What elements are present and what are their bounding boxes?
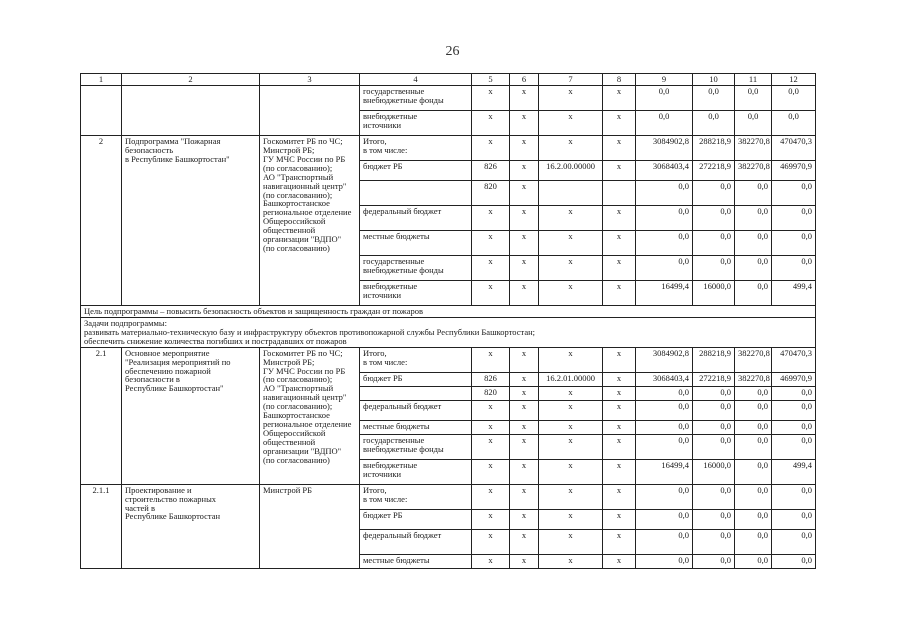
- value-cell: 0,0: [693, 181, 735, 206]
- value-cell: 0,0: [636, 86, 693, 111]
- code-cell: x: [603, 420, 636, 434]
- value-cell: 469970,9: [772, 161, 816, 181]
- code-cell: x: [510, 459, 539, 484]
- value-cell: 0,0: [636, 386, 693, 400]
- source-cell: федеральный бюджет: [360, 206, 472, 231]
- value-cell: 0,0: [693, 111, 735, 136]
- code-cell: x: [510, 281, 539, 306]
- value-cell: 0,0: [772, 400, 816, 420]
- source-cell: федеральный бюджет: [360, 400, 472, 420]
- code-cell: x: [603, 281, 636, 306]
- code-cell: x: [539, 136, 603, 161]
- num-cell: 2.1: [81, 347, 122, 484]
- code-cell: x: [472, 256, 510, 281]
- value-cell: 469970,9: [772, 372, 816, 386]
- column-number: 10: [693, 74, 735, 86]
- value-cell: 499,4: [772, 459, 816, 484]
- source-cell: местные бюджеты: [360, 231, 472, 256]
- column-number: 1: [81, 74, 122, 86]
- code-cell: 826: [472, 161, 510, 181]
- code-cell: x: [603, 529, 636, 554]
- value-cell: 0,0: [693, 509, 735, 529]
- code-cell: x: [603, 136, 636, 161]
- value-cell: 499,4: [772, 281, 816, 306]
- code-cell: x: [510, 347, 539, 372]
- executors-cell: Госкомитет РБ по ЧС; Минстрой РБ; ГУ МЧС России по РБ (по согласованию); АО "Транспортный навигационный центр" (по согласованию); Башкортостанское региональное отделение Общероссийской общественной организации "ВДПО" (по согласованию): [260, 136, 360, 306]
- value-cell: 0,0: [772, 111, 816, 136]
- value-cell: 0,0: [772, 484, 816, 509]
- value-cell: 0,0: [735, 111, 772, 136]
- value-cell: 0,0: [772, 206, 816, 231]
- code-cell: x: [539, 206, 603, 231]
- value-cell: 0,0: [693, 434, 735, 459]
- code-cell: x: [603, 509, 636, 529]
- value-cell: 0,0: [636, 509, 693, 529]
- code-cell: x: [510, 484, 539, 509]
- value-cell: 0,0: [772, 529, 816, 554]
- source-cell: Итого, в том числе:: [360, 347, 472, 372]
- tasks-row: [81, 317, 816, 347]
- code-cell: [603, 181, 636, 206]
- value-cell: 16000,0: [693, 459, 735, 484]
- task-item: обеспечить снижение количества погибших и пострадавших от пожаров: [84, 335, 347, 346]
- code-cell: 820: [472, 386, 510, 400]
- code-cell: x: [510, 386, 539, 400]
- code-cell: x: [472, 136, 510, 161]
- code-cell: x: [539, 434, 603, 459]
- code-cell: x: [539, 509, 603, 529]
- value-cell: 0,0: [735, 231, 772, 256]
- num-cell: [81, 86, 122, 136]
- task-item: развивать материально-техническую базу и инфраструктуру объектов противопожарной службы Республики Башкортостан;: [84, 326, 536, 337]
- value-cell: 0,0: [735, 400, 772, 420]
- code-cell: x: [603, 256, 636, 281]
- goal-cell: [81, 306, 816, 318]
- code-cell: x: [603, 231, 636, 256]
- value-cell: 0,0: [735, 459, 772, 484]
- value-cell: 3084902,8: [636, 347, 693, 372]
- value-cell: 0,0: [693, 256, 735, 281]
- value-cell: 0,0: [735, 529, 772, 554]
- tasks-title: Задачи подпрограммы:: [84, 317, 168, 328]
- value-cell: 470470,3: [772, 136, 816, 161]
- source-cell: [360, 181, 472, 206]
- value-cell: 382270,8: [735, 347, 772, 372]
- value-cell: 0,0: [772, 386, 816, 400]
- code-cell: 826: [472, 372, 510, 386]
- code-cell: 820: [472, 181, 510, 206]
- code-cell: x: [472, 111, 510, 136]
- value-cell: 16499,4: [636, 281, 693, 306]
- code-cell: x: [539, 386, 603, 400]
- code-cell: x: [472, 347, 510, 372]
- value-cell: 0,0: [772, 554, 816, 568]
- code-cell: x: [510, 206, 539, 231]
- code-cell: x: [472, 459, 510, 484]
- code-cell: x: [603, 161, 636, 181]
- value-cell: 0,0: [735, 434, 772, 459]
- source-cell: внебюджетные источники: [360, 111, 472, 136]
- column-number: 11: [735, 74, 772, 86]
- source-cell: внебюджетные источники: [360, 459, 472, 484]
- value-cell: 3068403,4: [636, 161, 693, 181]
- code-cell: x: [539, 347, 603, 372]
- code-cell: x: [603, 86, 636, 111]
- column-number: 3: [260, 74, 360, 86]
- goal-row: [81, 306, 816, 318]
- value-cell: 0,0: [693, 386, 735, 400]
- value-cell: 3084902,8: [636, 136, 693, 161]
- value-cell: 0,0: [636, 181, 693, 206]
- value-cell: 288218,9: [693, 136, 735, 161]
- code-cell: x: [539, 281, 603, 306]
- value-cell: 0,0: [735, 256, 772, 281]
- value-cell: 0,0: [735, 181, 772, 206]
- source-cell: внебюджетные источники: [360, 281, 472, 306]
- code-cell: x: [603, 111, 636, 136]
- name-cell: Проектирование и строительство пожарных частей в Республике Башкортостан: [122, 484, 260, 568]
- value-cell: 0,0: [735, 206, 772, 231]
- name-cell: [122, 86, 260, 136]
- code-cell: x: [510, 181, 539, 206]
- value-cell: 0,0: [693, 484, 735, 509]
- page-number: 26: [445, 44, 460, 59]
- column-number: 4: [360, 74, 472, 86]
- code-cell: x: [472, 231, 510, 256]
- value-cell: 0,0: [735, 420, 772, 434]
- column-number: 5: [472, 74, 510, 86]
- name-cell: Основное мероприятие "Реализация мероприятий по обеспечению пожарной безопасности в Республике Башкортостан": [122, 347, 260, 484]
- code-cell: x: [472, 420, 510, 434]
- table-row: [81, 136, 816, 161]
- source-cell: местные бюджеты: [360, 554, 472, 568]
- code-cell: x: [510, 509, 539, 529]
- column-number: 8: [603, 74, 636, 86]
- code-cell: x: [539, 231, 603, 256]
- column-number: 12: [772, 74, 816, 86]
- value-cell: 0,0: [735, 86, 772, 111]
- value-cell: 0,0: [636, 256, 693, 281]
- value-cell: 0,0: [636, 484, 693, 509]
- code-cell: 16.2.01.00000: [539, 372, 603, 386]
- code-cell: x: [539, 86, 603, 111]
- value-cell: 0,0: [772, 434, 816, 459]
- subprogram-goal: Цель подпрограммы – повысить безопасность объектов и защищенность граждан от пожаров: [84, 306, 424, 316]
- code-cell: x: [510, 434, 539, 459]
- value-cell: 0,0: [735, 281, 772, 306]
- value-cell: 0,0: [693, 529, 735, 554]
- code-cell: x: [510, 400, 539, 420]
- value-cell: 0,0: [735, 386, 772, 400]
- value-cell: 0,0: [772, 420, 816, 434]
- value-cell: 0,0: [772, 181, 816, 206]
- value-cell: 0,0: [636, 434, 693, 459]
- code-cell: x: [472, 434, 510, 459]
- code-cell: x: [603, 459, 636, 484]
- code-cell: x: [539, 554, 603, 568]
- value-cell: 0,0: [772, 231, 816, 256]
- value-cell: 0,0: [636, 400, 693, 420]
- value-cell: 0,0: [772, 509, 816, 529]
- code-cell: x: [510, 231, 539, 256]
- column-number-row: [81, 74, 816, 86]
- code-cell: 16.2.00.00000: [539, 161, 603, 181]
- source-cell: государственные внебюджетные фонды: [360, 86, 472, 111]
- column-number: 6: [510, 74, 539, 86]
- executors-cell: Госкомитет РБ по ЧС; Минстрой РБ; ГУ МЧС России по РБ (по согласованию); АО "Транспортный навигационный центр" (по согласованию); Башкортостанское региональное отделение Общероссийской общественной организации "ВДПО" (по согласованию): [260, 347, 360, 484]
- source-cell: [360, 386, 472, 400]
- table-row: [81, 86, 816, 111]
- code-cell: x: [603, 400, 636, 420]
- value-cell: 0,0: [735, 554, 772, 568]
- column-number: 2: [122, 74, 260, 86]
- source-cell: государственные внебюджетные фонды: [360, 256, 472, 281]
- code-cell: x: [603, 554, 636, 568]
- value-cell: 0,0: [735, 484, 772, 509]
- code-cell: x: [510, 86, 539, 111]
- source-cell: местные бюджеты: [360, 420, 472, 434]
- column-number: 7: [539, 74, 603, 86]
- code-cell: [539, 181, 603, 206]
- value-cell: 0,0: [772, 86, 816, 111]
- code-cell: x: [539, 459, 603, 484]
- value-cell: 0,0: [772, 256, 816, 281]
- code-cell: x: [472, 529, 510, 554]
- num-cell: 2.1.1: [81, 484, 122, 568]
- source-cell: бюджет РБ: [360, 509, 472, 529]
- value-cell: 0,0: [693, 400, 735, 420]
- code-cell: x: [472, 509, 510, 529]
- value-cell: 0,0: [636, 554, 693, 568]
- value-cell: 0,0: [693, 554, 735, 568]
- code-cell: x: [539, 400, 603, 420]
- column-number: 9: [636, 74, 693, 86]
- value-cell: 0,0: [636, 111, 693, 136]
- code-cell: x: [603, 484, 636, 509]
- value-cell: 0,0: [636, 231, 693, 256]
- value-cell: 382270,8: [735, 161, 772, 181]
- tasks-cell: [81, 317, 816, 347]
- value-cell: 0,0: [693, 206, 735, 231]
- value-cell: 0,0: [636, 420, 693, 434]
- code-cell: x: [603, 372, 636, 386]
- value-cell: 0,0: [693, 231, 735, 256]
- code-cell: x: [472, 281, 510, 306]
- value-cell: 382270,8: [735, 136, 772, 161]
- code-cell: x: [539, 111, 603, 136]
- code-cell: x: [603, 206, 636, 231]
- source-cell: Итого, в том числе:: [360, 484, 472, 509]
- code-cell: x: [510, 111, 539, 136]
- value-cell: 16000,0: [693, 281, 735, 306]
- name-cell: Подпрограмма "Пожарная безопасность в Республике Башкортостан": [122, 136, 260, 306]
- code-cell: x: [472, 206, 510, 231]
- code-cell: x: [510, 256, 539, 281]
- code-cell: x: [510, 136, 539, 161]
- code-cell: x: [603, 434, 636, 459]
- value-cell: 0,0: [636, 206, 693, 231]
- value-cell: 16499,4: [636, 459, 693, 484]
- value-cell: 3068403,4: [636, 372, 693, 386]
- value-cell: 0,0: [693, 86, 735, 111]
- code-cell: x: [472, 554, 510, 568]
- executors-cell: Минстрой РБ: [260, 484, 360, 568]
- code-cell: x: [603, 347, 636, 372]
- code-cell: x: [472, 86, 510, 111]
- source-cell: бюджет РБ: [360, 161, 472, 181]
- value-cell: 0,0: [636, 529, 693, 554]
- code-cell: x: [510, 420, 539, 434]
- num-cell: 2: [81, 136, 122, 306]
- table-row: [81, 347, 816, 372]
- source-cell: государственные внебюджетные фонды: [360, 434, 472, 459]
- code-cell: x: [472, 484, 510, 509]
- value-cell: 470470,3: [772, 347, 816, 372]
- code-cell: x: [539, 529, 603, 554]
- value-cell: 272218,9: [693, 161, 735, 181]
- code-cell: x: [603, 386, 636, 400]
- code-cell: x: [539, 256, 603, 281]
- value-cell: 272218,9: [693, 372, 735, 386]
- source-cell: бюджет РБ: [360, 372, 472, 386]
- value-cell: 288218,9: [693, 347, 735, 372]
- code-cell: x: [510, 372, 539, 386]
- value-cell: 382270,8: [735, 372, 772, 386]
- code-cell: x: [539, 420, 603, 434]
- source-cell: Итого, в том числе:: [360, 136, 472, 161]
- code-cell: x: [510, 161, 539, 181]
- value-cell: 0,0: [693, 420, 735, 434]
- value-cell: 0,0: [735, 509, 772, 529]
- source-cell: федеральный бюджет: [360, 529, 472, 554]
- code-cell: x: [472, 400, 510, 420]
- code-cell: x: [510, 554, 539, 568]
- table-row: [81, 484, 816, 509]
- budget-table: [80, 73, 816, 569]
- code-cell: x: [539, 484, 603, 509]
- executors-cell: [260, 86, 360, 136]
- code-cell: x: [510, 529, 539, 554]
